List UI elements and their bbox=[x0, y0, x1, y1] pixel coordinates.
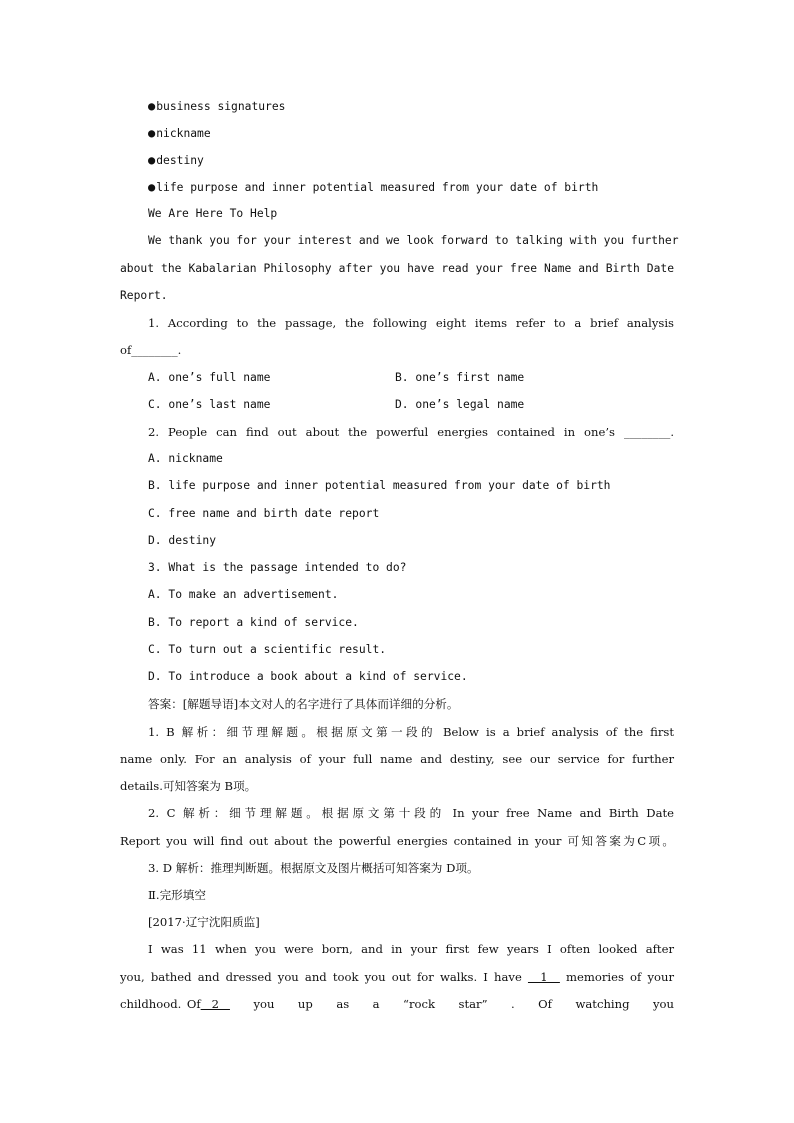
option-a: A. nickname bbox=[148, 452, 223, 465]
cloze-line: childhood. Of 2 you up as a “rock star” . Of watching you bbox=[120, 997, 674, 1011]
answer-1: 1. B 解析：细节理解题。根据原文第一段的 Below is a brief analysis of the first bbox=[148, 725, 674, 739]
list-item: ●destiny bbox=[148, 153, 204, 167]
option-c: C. one’s last name bbox=[148, 398, 271, 411]
answer-3: 3. D 解析：推理判断题。根据原文及图片概括可知答案为 D项。 bbox=[148, 861, 479, 875]
paragraph-line: We thank you for your interest and we look forward to talking with you further bbox=[148, 234, 679, 247]
bullet-icon: ● bbox=[148, 153, 156, 167]
bullet-icon: ● bbox=[148, 180, 156, 194]
option-b: B. To report a kind of service. bbox=[148, 616, 359, 629]
question-1-options-row bbox=[148, 370, 678, 386]
list-item: ●nickname bbox=[148, 126, 211, 140]
question-1-stem: 1. According to the passage, the following eight items refer to a brief analysis bbox=[148, 316, 674, 330]
option-d: D. To introduce a book about a kind of service. bbox=[148, 670, 468, 683]
paragraph-line: about the Kabalarian Philosophy after you have read your free Name and Birth Date bbox=[120, 262, 674, 275]
cloze-line: you, bathed and dressed you and took you out for walks. I have 1 memories of your bbox=[120, 970, 675, 984]
option-b: B. one’s first name bbox=[395, 371, 525, 384]
list-item: ●life purpose and inner potential measured from your date of birth bbox=[148, 180, 599, 194]
paragraph-line: Report. bbox=[120, 289, 168, 302]
answer-2-cont: Report you will find out about the powerful energies contained in your 可知答案为C项。 bbox=[120, 834, 674, 848]
bullet-icon: ● bbox=[148, 126, 156, 140]
option-d: D. one’s legal name bbox=[395, 398, 525, 411]
answer-2: 2. C 解析：细节理解题。根据原文第十段的 In your free Name and Birth Date bbox=[148, 806, 674, 820]
option-c: C. To turn out a scientific result. bbox=[148, 643, 387, 656]
question-2-stem: 2. People can find out about the powerful energies contained in one’s ________. bbox=[148, 425, 674, 439]
bullet-icon: ● bbox=[148, 99, 156, 113]
option-c: C. free name and birth date report bbox=[148, 507, 380, 520]
answer-1-cont: details.可知答案为 B项。 bbox=[120, 779, 257, 793]
source-label: [2017·辽宁沈阳质监] bbox=[148, 915, 260, 929]
list-item: ●business signatures bbox=[148, 99, 286, 113]
blank-2: 2 bbox=[200, 997, 230, 1011]
option-d: D. destiny bbox=[148, 534, 217, 547]
section-heading: We Are Here To Help bbox=[148, 207, 278, 220]
option-b: B. life purpose and inner potential measured from your date of birth bbox=[148, 479, 611, 492]
option-a: A. To make an advertisement. bbox=[148, 588, 339, 601]
option-a: A. one’s full name bbox=[148, 371, 271, 384]
question-1-stem-cont: of________. bbox=[120, 343, 182, 357]
question-1-options-row bbox=[148, 397, 678, 413]
answer-1-cont: name only. For an analysis of your full name and destiny, see our service for further bbox=[120, 752, 674, 766]
blank-1: 1 bbox=[527, 970, 560, 984]
question-3-stem: 3. What is the passage intended to do? bbox=[148, 561, 407, 574]
answer-header: 答案：[解题导语]本文对人的名字进行了具体而详细的分析。 bbox=[148, 697, 459, 711]
section-title: Ⅱ.完形填空 bbox=[148, 888, 206, 902]
cloze-line: I was 11 when you were born, and in your first few years I often looked after bbox=[148, 942, 674, 956]
